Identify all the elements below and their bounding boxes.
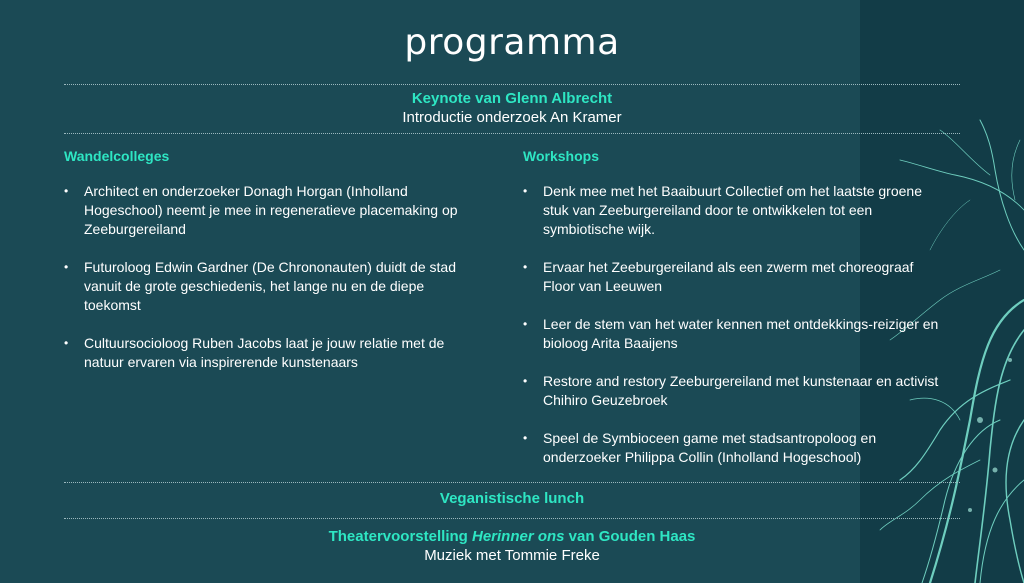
lunch-label: Veganistische lunch [439,490,585,507]
theatre-play-name: Herinner ons [471,528,565,545]
bullet-icon: • [64,184,69,198]
list-item: • Futuroloog Edwin Gardner (De Chrononauten) duidt de stad vanuit de grote geschiedenis, het lange nu en de diepe toekomst [64,259,456,313]
divider [64,133,960,134]
divider [64,84,960,85]
theatre-title: Theatervoorstelling Herinner ons van Gouden Haas [328,528,696,545]
workshops-list [523,182,943,467]
bullet-icon: • [523,260,528,274]
wandelcolleges-heading: Wandelcolleges [64,148,170,164]
list-item: • Denk mee met het Baaibuurt Collectief om het laatste groene stuk van Zeeburgereiland door te ontwikkelen tot een symbiotische wijk. [523,183,922,237]
page-title: programma [404,22,620,63]
workshops-column [523,148,943,486]
workshops-heading: Workshops [523,148,599,164]
list-item: • Architect en onderzoeker Donagh Horgan (Inholland Hogeschool) neemt je mee in regeneratieve placemaking op Zeeburgereiland [64,183,458,237]
list-item: • Leer de stem van het water kennen met ontdekkings-reiziger en bioloog Arita Baaijens [523,316,939,351]
divider [64,482,960,483]
list-item: • Restore and restory Zeeburgereiland met kunstenaar en activist Chihiro Geuzebroek [523,373,939,408]
bullet-icon: • [64,260,69,274]
bullet-icon: • [523,431,528,445]
bullet-icon: • [64,336,69,350]
bullet-icon: • [523,184,528,198]
list-item: • Cultuursocioloog Ruben Jacobs laat je jouw relatie met de natuur ervaren via inspirerende kunstenaars [64,335,445,370]
wandelcolleges-list [64,182,484,372]
music-line: Muziek met Tommie Freke [424,547,600,564]
keynote-subtitle: Introductie onderzoek An Kramer [402,109,622,126]
keynote-title: Keynote van Glenn Albrecht [411,90,613,107]
bullet-icon: • [523,374,528,388]
divider [64,518,960,519]
list-item: • Ervaar het Zeeburgereiland als een zwerm met choreograaf Floor van Leeuwen [523,259,914,294]
list-item: • Speel de Symbioceen game met stadsantropoloog en onderzoeker Philippa Collin (Inholland Hogeschool) [523,430,877,465]
wandelcolleges-column [64,148,484,391]
bullet-icon: • [523,317,528,331]
